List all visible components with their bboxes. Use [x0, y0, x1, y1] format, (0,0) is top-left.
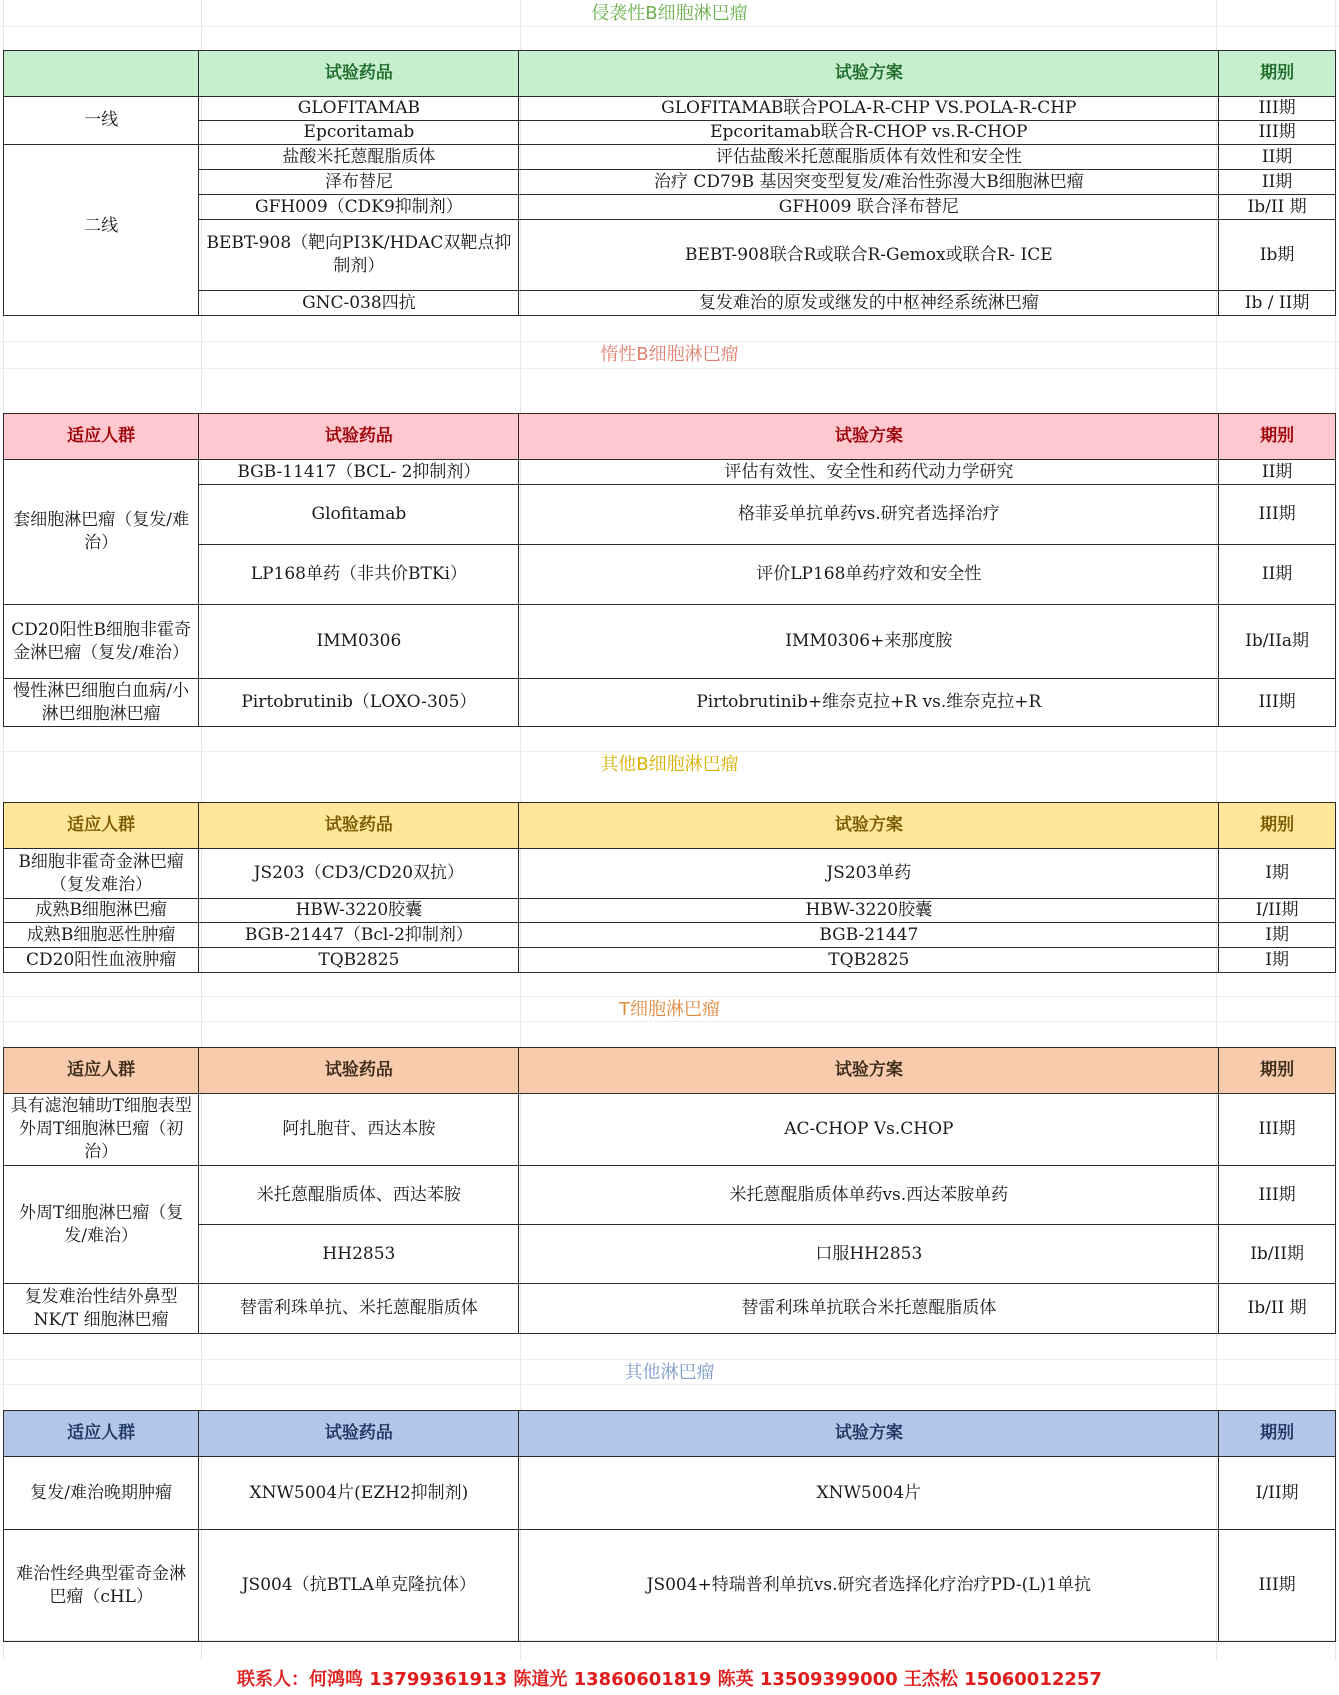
- population-cell: 难治性经典型霍奇金淋巴瘤（cHL）: [4, 1530, 199, 1642]
- header-population: 适应人群: [4, 1411, 199, 1457]
- header-population: 适应人群: [4, 1048, 199, 1094]
- drug-cell: HH2853: [199, 1225, 519, 1284]
- plan-cell: 评价LP168单药疗效和安全性: [519, 545, 1219, 605]
- population-cell: 复发难治性结外鼻型NK/T 细胞淋巴瘤: [4, 1284, 199, 1334]
- phase-cell: Ib/IIa期: [1219, 605, 1336, 679]
- table-row: [4, 948, 1336, 973]
- contact-footer: 联系人：何鸿鸣 13799361913 陈道光 13860601819 陈英 13509399000 王杰松 15060012257: [237, 1669, 1102, 1690]
- phase-cell: I/II期: [1219, 899, 1336, 923]
- phase-cell: Ib/II 期: [1219, 1284, 1336, 1334]
- phase-cell: III期: [1219, 1094, 1336, 1166]
- phase-cell: Ib/II 期: [1219, 195, 1336, 220]
- plan-cell: Pirtobrutinib+维奈克拉+R vs.维奈克拉+R: [519, 679, 1219, 727]
- header-plan: 试验方案: [519, 1048, 1219, 1094]
- table-row: [4, 170, 1336, 195]
- table-row: [4, 121, 1336, 145]
- table-row: [4, 605, 1336, 679]
- phase-cell: I期: [1219, 923, 1336, 948]
- header-plan: 试验方案: [519, 414, 1219, 460]
- header-phase: 期别: [1219, 803, 1336, 849]
- population-cell: CD20阳性血液肿瘤: [4, 948, 199, 973]
- plan-cell: Epcoritamab联合R-CHOP vs.R-CHOP: [519, 121, 1219, 145]
- drug-cell: HBW-3220胶囊: [199, 899, 519, 923]
- phase-cell: Ib期: [1219, 220, 1336, 291]
- plan-cell: XNW5004片: [519, 1457, 1219, 1530]
- phase-cell: II期: [1219, 460, 1336, 485]
- table-header-row: [4, 1411, 1336, 1457]
- population-cell: 成熟B细胞恶性肿瘤: [4, 923, 199, 948]
- drug-cell: TQB2825: [199, 948, 519, 973]
- table-row: [4, 1457, 1336, 1530]
- header-plan: 试验方案: [519, 803, 1219, 849]
- table-row: [4, 923, 1336, 948]
- plan-cell: JS004+特瑞普利单抗vs.研究者选择化疗治疗PD-(L)1单抗: [519, 1530, 1219, 1642]
- phase-cell: I期: [1219, 948, 1336, 973]
- phase-cell: III期: [1219, 485, 1336, 545]
- table-row: [4, 195, 1336, 220]
- table-indolent: [3, 413, 1336, 727]
- table-row: [4, 1284, 1336, 1334]
- table-header-row: [4, 414, 1336, 460]
- phase-cell: II期: [1219, 145, 1336, 170]
- table-row: [4, 849, 1336, 899]
- header-population: 适应人群: [4, 414, 199, 460]
- phase-cell: III期: [1219, 121, 1336, 145]
- population-cell: 成熟B细胞淋巴瘤: [4, 899, 199, 923]
- plan-cell: TQB2825: [519, 948, 1219, 973]
- table-row: [4, 899, 1336, 923]
- drug-cell: BGB-21447（Bcl-2抑制剂）: [199, 923, 519, 948]
- plan-cell: JS203单药: [519, 849, 1219, 899]
- grid-line: [0, 368, 1339, 369]
- header-phase: 期别: [1219, 1048, 1336, 1094]
- population-cell: 慢性淋巴细胞白血病/小淋巴细胞淋巴瘤: [4, 679, 199, 727]
- plan-cell: HBW-3220胶囊: [519, 899, 1219, 923]
- section-title-indolent: 惰性B细胞淋巴瘤: [600, 344, 739, 365]
- drug-cell: GLOFITAMAB: [199, 97, 519, 121]
- drug-cell: Glofitamab: [199, 485, 519, 545]
- plan-cell: 米托蒽醌脂质体单药vs.西达苯胺单药: [519, 1166, 1219, 1225]
- drug-cell: 米托蒽醌脂质体、西达苯胺: [199, 1166, 519, 1225]
- table-row: [4, 1166, 1336, 1225]
- header-phase: 期别: [1219, 51, 1336, 97]
- drug-cell: JS004（抗BTLA单克隆抗体）: [199, 1530, 519, 1642]
- drug-cell: XNW5004片(EZH2抑制剂): [199, 1457, 519, 1530]
- drug-cell: IMM0306: [199, 605, 519, 679]
- header-drug: 试验药品: [199, 414, 519, 460]
- plan-cell: BEBT-908联合R或联合R-Gemox或联合R- ICE: [519, 220, 1219, 291]
- table-aggressive: [3, 50, 1336, 316]
- line-group-second: 二线: [4, 145, 199, 316]
- table-row: [4, 1225, 1336, 1284]
- drug-cell: Pirtobrutinib（LOXO-305）: [199, 679, 519, 727]
- phase-cell: III期: [1219, 97, 1336, 121]
- plan-cell: GFH009 联合泽布替尼: [519, 195, 1219, 220]
- table-row: [4, 1530, 1336, 1642]
- table-row: [4, 145, 1336, 170]
- table-row: [4, 97, 1336, 121]
- population-cell: 具有滤泡辅助T细胞表型外周T细胞淋巴瘤（初治）: [4, 1094, 199, 1166]
- header-population: 适应人群: [4, 803, 199, 849]
- drug-cell: Epcoritamab: [199, 121, 519, 145]
- section-title-t-cell: T细胞淋巴瘤: [619, 999, 720, 1020]
- table-row: [4, 291, 1336, 316]
- drug-cell: BEBT-908（靶向PI3K/HDAC双靶点抑制剂）: [199, 220, 519, 291]
- phase-cell: III期: [1219, 679, 1336, 727]
- plan-cell: 评估有效性、安全性和药代动力学研究: [519, 460, 1219, 485]
- population-cell: 外周T细胞淋巴瘤（复发/难治）: [4, 1166, 199, 1284]
- population-cell: B细胞非霍奇金淋巴瘤（复发难治）: [4, 849, 199, 899]
- population-cell: 复发/难治晚期肿瘤: [4, 1457, 199, 1530]
- drug-cell: 阿扎胞苷、西达本胺: [199, 1094, 519, 1166]
- drug-cell: GFH009（CDK9抑制剂）: [199, 195, 519, 220]
- phase-cell: Ib/II期: [1219, 1225, 1336, 1284]
- line-group-first: 一线: [4, 97, 199, 145]
- plan-cell: GLOFITAMAB联合POLA-R-CHP VS.POLA-R-CHP: [519, 97, 1219, 121]
- phase-cell: II期: [1219, 170, 1336, 195]
- phase-cell: I期: [1219, 849, 1336, 899]
- plan-cell: 治疗 CD79B 基因突变型复发/难治性弥漫大B细胞淋巴瘤: [519, 170, 1219, 195]
- header-population-empty: [4, 51, 199, 97]
- table-row: [4, 679, 1336, 727]
- header-drug: 试验药品: [199, 51, 519, 97]
- table-other: [3, 1410, 1336, 1642]
- header-plan: 试验方案: [519, 51, 1219, 97]
- plan-cell: 评估盐酸米托蒽醌脂质体有效性和安全性: [519, 145, 1219, 170]
- plan-cell: 格菲妥单抗单药vs.研究者选择治疗: [519, 485, 1219, 545]
- header-phase: 期别: [1219, 414, 1336, 460]
- table-header-row: [4, 1048, 1336, 1094]
- table-t-cell: [3, 1047, 1336, 1334]
- drug-cell: 盐酸米托蒽醌脂质体: [199, 145, 519, 170]
- table-row: [4, 1094, 1336, 1166]
- header-drug: 试验药品: [199, 803, 519, 849]
- table-row: [4, 545, 1336, 605]
- phase-cell: I/II期: [1219, 1457, 1336, 1530]
- phase-cell: Ib / II期: [1219, 291, 1336, 316]
- header-drug: 试验药品: [199, 1048, 519, 1094]
- drug-cell: BGB-11417（BCL- 2抑制剂）: [199, 460, 519, 485]
- table-row: [4, 220, 1336, 291]
- section-title-other: 其他淋巴瘤: [624, 1362, 715, 1383]
- drug-cell: 泽布替尼: [199, 170, 519, 195]
- table-row: [4, 485, 1336, 545]
- header-plan: 试验方案: [519, 1411, 1219, 1457]
- drug-cell: GNC-038四抗: [199, 291, 519, 316]
- drug-cell: LP168单药（非共价BTKi）: [199, 545, 519, 605]
- plan-cell: 口服HH2853: [519, 1225, 1219, 1284]
- phase-cell: III期: [1219, 1530, 1336, 1642]
- plan-cell: IMM0306+来那度胺: [519, 605, 1219, 679]
- table-header-row: [4, 51, 1336, 97]
- plan-cell: 替雷利珠单抗联合米托蒽醌脂质体: [519, 1284, 1219, 1334]
- table-other-b: [3, 802, 1336, 973]
- section-title-aggressive: 侵袭性B细胞淋巴瘤: [591, 3, 748, 24]
- phase-cell: II期: [1219, 545, 1336, 605]
- section-title-other-b: 其他B细胞淋巴瘤: [600, 754, 739, 775]
- phase-cell: III期: [1219, 1166, 1336, 1225]
- plan-cell: 复发难治的原发或继发的中枢神经系统淋巴瘤: [519, 291, 1219, 316]
- drug-cell: 替雷利珠单抗、米托蒽醌脂质体: [199, 1284, 519, 1334]
- table-row: [4, 460, 1336, 485]
- drug-cell: JS203（CD3/CD20双抗）: [199, 849, 519, 899]
- population-cell: 套细胞淋巴瘤（复发/难治）: [4, 460, 199, 605]
- plan-cell: AC-CHOP Vs.CHOP: [519, 1094, 1219, 1166]
- population-cell: CD20阳性B细胞非霍奇金淋巴瘤（复发/难治）: [4, 605, 199, 679]
- table-header-row: [4, 803, 1336, 849]
- plan-cell: BGB-21447: [519, 923, 1219, 948]
- header-drug: 试验药品: [199, 1411, 519, 1457]
- header-phase: 期别: [1219, 1411, 1336, 1457]
